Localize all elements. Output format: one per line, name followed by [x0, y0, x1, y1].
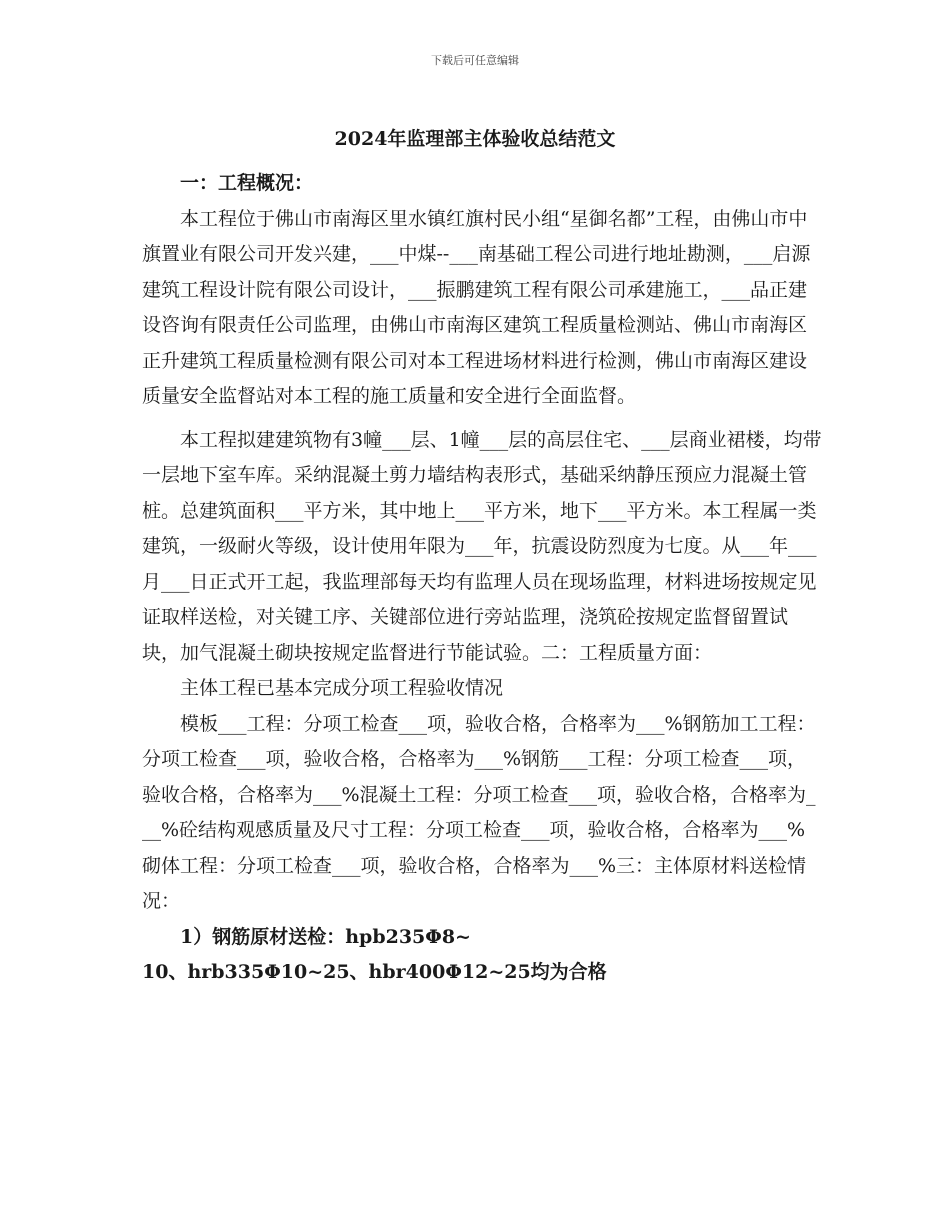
page-header: 下载后可任意编辑	[431, 54, 519, 67]
paragraph-subitems: 模板___工程：分项工检查___项，验收合格，合格率为___%钢筋加工工程：分项工检查___项，验收合格，合格率为___%钢筋___工程：分项工检查___项，验收合格，合格率为___%混凝土工程：分项工检查___项，验收合格，合格率为___%砼结构观感质量及尺寸工程：分项工检查___项，验收合格，合格率为___%砌体工程：分项工检查___项，验收合格，合格率为___%三：主体原材料送检情况：	[142, 712, 816, 912]
document-body	[142, 166, 822, 991]
paragraph-building: 本工程拟建建筑物有3幢___层、1幢___层的高层住宅、___层商业裙楼，均带一层地下室车库。采纳混凝土剪力墙结构表形式，基础采纳静压预应力混凝土管桩。总建筑面积___平方米，其中地上___平方米，地下___平方米。本工程属一类建筑，一级耐火等级，设计使用年限为___年，抗震设防烈度为七度。从___年___月___日正式开工起，我监理部每天均有监理人员在现场监理，材料进场按规定见证取样送检，对关键工序、关键部位进行旁站监理，浇筑砼按规定监督留置试块，加气混凝土砌块按规定监督进行节能试验。二：工程质量方面：	[142, 428, 822, 664]
list-item-rebar-continued: 10、hrb335Φ10~25、hbr400Φ12~25均为合格	[142, 961, 607, 983]
paragraph-overview: 本工程位于佛山市南海区里水镇红旗村民小组“星御名都”工程，由佛山市中旗置业有限公司开发兴建，___中煤--___南基础工程公司进行地址勘测，___启源建筑工程设计院有限公司设计，___振鹏建筑工程有限公司承建施工，___品正建设咨询有限责任公司监理，由佛山市南海区建筑工程质量检测站、佛山市南海区正升建筑工程质量检测有限公司对本工程进场材料进行检测，佛山市南海区建设质量安全监督站对本工程的施工质量和安全进行全面监督。	[142, 207, 811, 407]
paragraph-acceptance: 主体工程已基本完成分项工程验收情况	[180, 677, 504, 699]
document-title: 2024年监理部主体验收总结范文	[334, 128, 616, 150]
section-heading: 一：工程概况：	[180, 172, 314, 194]
list-item-rebar: 1）钢筋原材送检：hpb235Φ8~	[180, 925, 471, 948]
